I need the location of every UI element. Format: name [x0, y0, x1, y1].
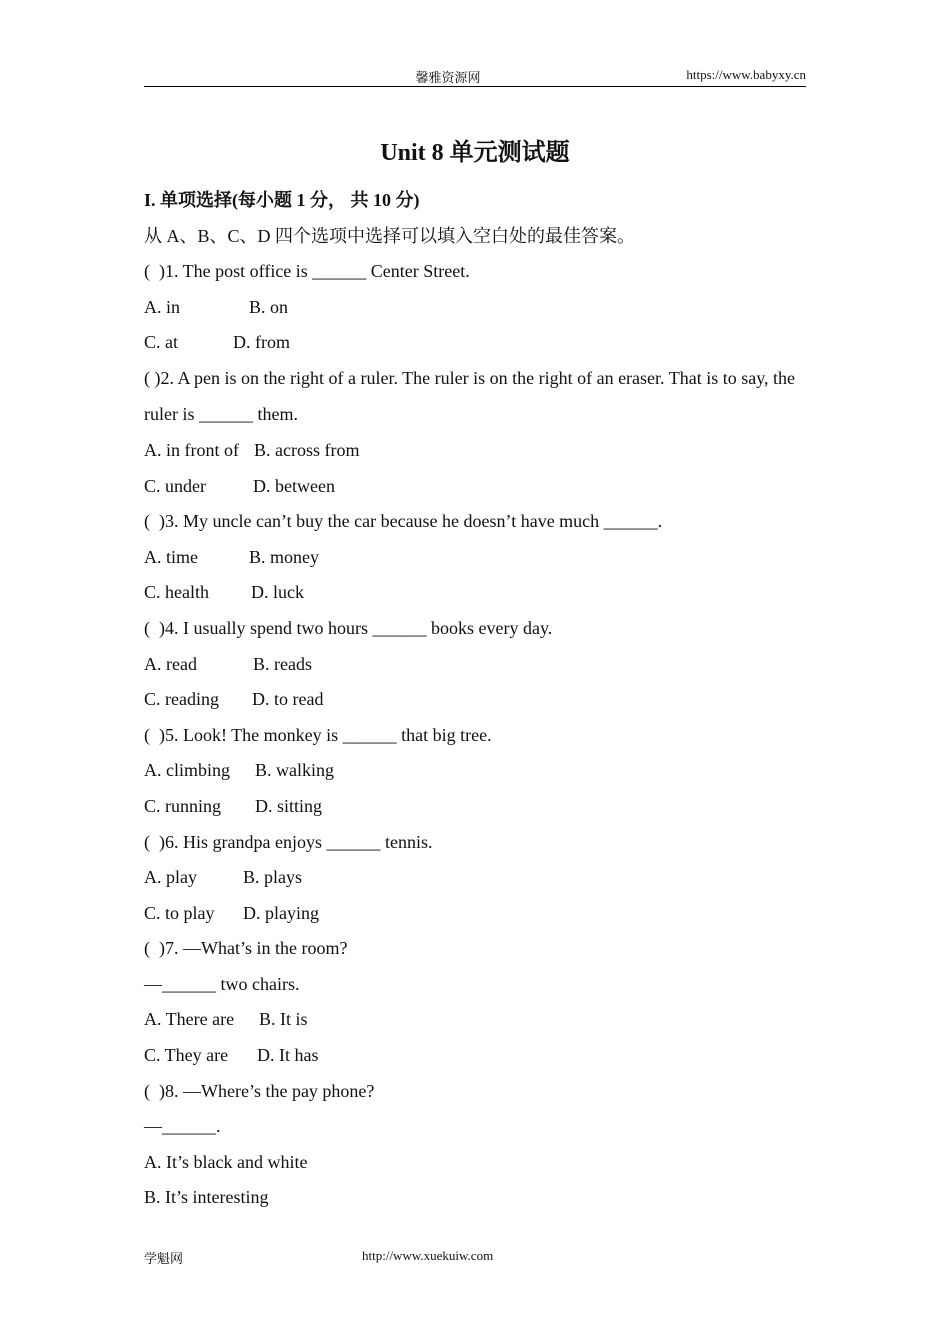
question-6-options-row-2: [144, 899, 806, 935]
question-4-options-row-2: [144, 685, 806, 721]
header-url: https://www.babyxy.cn: [686, 67, 806, 82]
question-2-options-row-1: [144, 436, 806, 472]
question-3-options-row-1: [144, 543, 806, 579]
document-body: [144, 186, 806, 1219]
question-4-stem: ( )4. I usually spend two hours ______ books every day.: [144, 617, 553, 638]
question-6-options-row-1: [144, 863, 806, 899]
option-a: A. There are: [144, 1009, 235, 1030]
option-d: D. between: [253, 475, 335, 496]
option-d: D. playing: [243, 902, 319, 923]
option-c: C. They are: [144, 1045, 229, 1066]
question-1-options-row-2: [144, 328, 806, 364]
option-b: B. plays: [243, 867, 303, 888]
question-7-stem: ( )7. —What’s in the room?: [144, 938, 348, 959]
question-3-options-row-2: [144, 578, 806, 614]
option-c: C. under: [144, 475, 206, 496]
option-b: B. on: [249, 296, 289, 317]
question-5-stem: ( )5. Look! The monkey is ______ that big tree.: [144, 724, 492, 745]
option-a: A. play: [144, 867, 197, 888]
question-3-stem: ( )3. My uncle can’t buy the car because he doesn’t have much ______.: [144, 511, 663, 532]
question-2-stem: ( )2. A pen is on the right of a ruler. The ruler is on the right of an eraser. That is to say, the ruler is ______ them.: [144, 367, 796, 425]
question-1-stem: ( )1. The post office is ______ Center Street.: [144, 261, 470, 282]
option-d: D. to read: [252, 689, 324, 710]
question-1-options-row-1: [144, 293, 806, 329]
option-a: A. in front of: [144, 439, 239, 460]
option-c: C. reading: [144, 689, 219, 710]
option-a: A. read: [144, 653, 197, 674]
option-b: B. money: [249, 546, 319, 567]
question-7-answer-line: —______ two chairs.: [144, 973, 300, 994]
option-d: D. luck: [251, 582, 304, 603]
question-5-options-row-1: [144, 756, 806, 792]
question-6-stem: ( )6. His grandpa enjoys ______ tennis.: [144, 831, 433, 852]
option-b: B. across from: [254, 439, 360, 460]
header-site-name: 馨雅资源网: [415, 70, 481, 85]
question-7-options-row-1: [144, 1005, 806, 1041]
question-2-options-row-2: [144, 472, 806, 508]
option-c: C. health: [144, 582, 209, 603]
section-heading: I. 单项选择(每小题 1 分， 共 10 分): [144, 190, 420, 210]
option-a: A. climbing: [144, 760, 230, 781]
option-a: A. time: [144, 546, 198, 567]
option-d: D. from: [233, 332, 290, 353]
question-4-options-row-1: [144, 650, 806, 686]
option-b: B. walking: [255, 760, 334, 781]
footer-site-name: 学魁网: [144, 1251, 184, 1266]
question-7-options-row-2: [144, 1041, 806, 1077]
option-c: C. running: [144, 795, 222, 816]
page-title: Unit 8 单元测试题: [380, 140, 570, 166]
footer-url: http://www.xuekuiw.com: [362, 1248, 494, 1263]
option-a: A. It’s black and white: [144, 1151, 308, 1172]
page-header: [144, 66, 806, 87]
section-instruction: 从 A、B、C、D 四个选项中选择可以填入空白处的最佳答案。: [144, 225, 636, 246]
option-b: B. It’s interesting: [144, 1187, 269, 1208]
option-d: D. sitting: [255, 795, 323, 816]
option-c: C. to play: [144, 902, 215, 923]
option-a: A. in: [144, 296, 180, 317]
question-8-stem: ( )8. —Where’s the pay phone?: [144, 1080, 375, 1101]
page-footer: [144, 1248, 806, 1267]
option-b: B. It is: [259, 1009, 308, 1030]
option-d: D. It has: [257, 1045, 319, 1066]
question-5-options-row-2: [144, 792, 806, 828]
question-8-answer-line: —______.: [144, 1116, 221, 1137]
option-c: C. at: [144, 332, 178, 353]
option-b: B. reads: [253, 653, 312, 674]
